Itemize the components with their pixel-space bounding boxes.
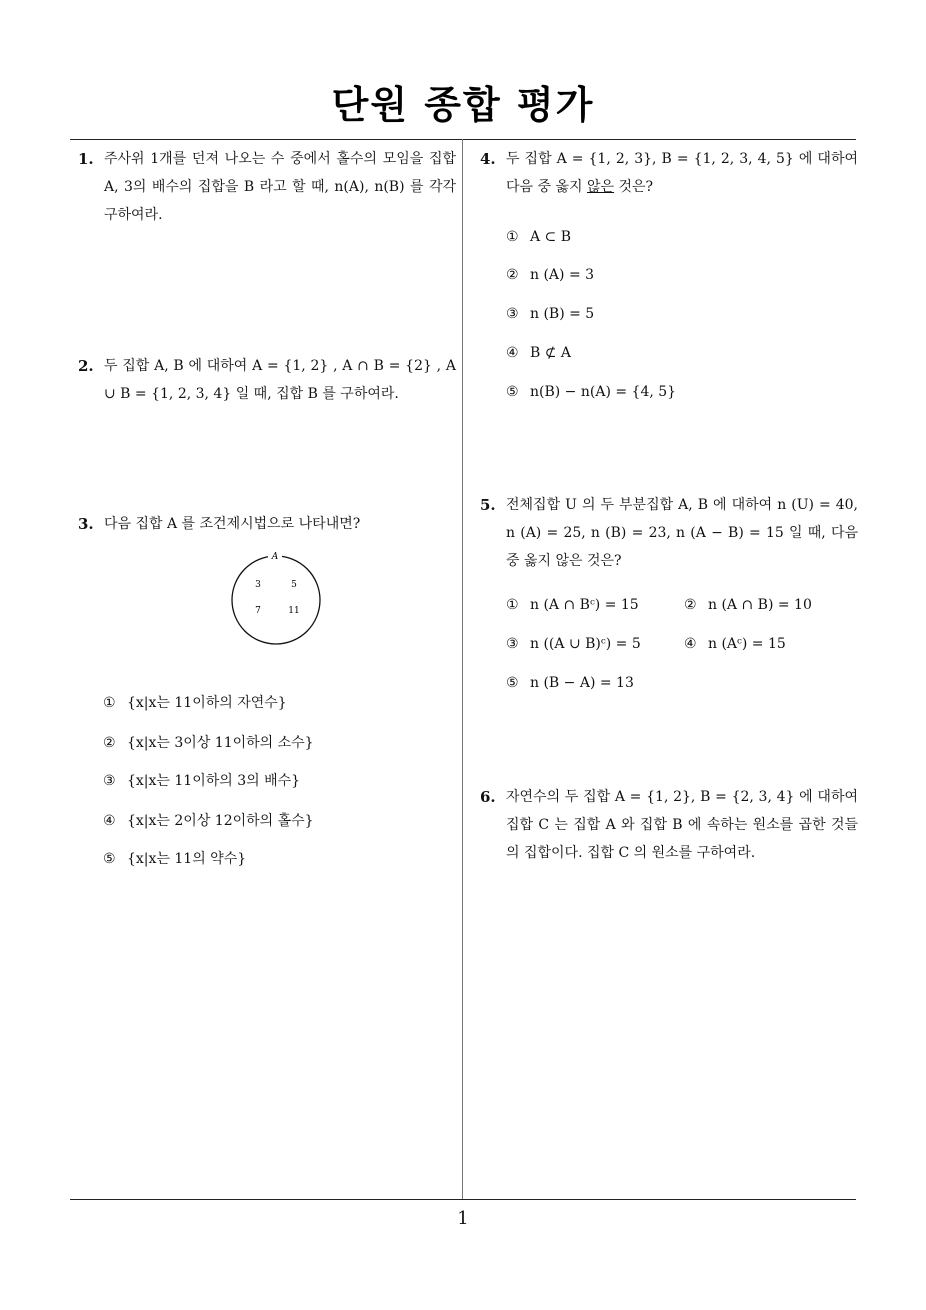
choice-mark: ④ (506, 345, 519, 361)
choice-text: {x|x는 11의 약수} (127, 851, 247, 867)
choice-text: n(B) − n(A) = {4, 5} (530, 384, 677, 400)
question-number: 3. (78, 515, 94, 533)
page-title: 단원 종합 평가 (331, 83, 595, 127)
choice-text: {x|x는 11이하의 3의 배수} (127, 773, 301, 789)
set-a-label: A (271, 552, 279, 562)
choice-mark: ② (103, 735, 116, 751)
question-text-part: 두 집합 A = {1, 2, 3}, B = {1, 2, 3, 4, 5} 에 대하여 다음 중 옳지 (506, 151, 858, 195)
choice-text: n (Aᶜ) = 15 (708, 636, 786, 652)
choice-1[interactable] (506, 597, 639, 613)
choice-mark: ⑤ (103, 851, 116, 867)
choice-mark: ① (506, 597, 519, 613)
choice-mark: ④ (103, 813, 116, 829)
question-text: 주사위 1개를 던져 나오는 수 중에서 홀수의 모임을 집합 A, 3의 배수의 집합을 B 라고 할 때, n(A), n(B) 를 각각 구하여라. (104, 151, 456, 223)
choice-mark: ③ (506, 636, 519, 652)
choice-text: n (A ∩ B) = 10 (708, 597, 812, 613)
underlined-word: 않은 (586, 179, 615, 195)
question-text: 다음 집합 A 를 조건제시법으로 나타내면? (104, 516, 361, 532)
choice-mark: ① (506, 229, 519, 245)
question-text: 두 집합 A, B 에 대하여 A = {1, 2} , A ∩ B = {2} , A ∪ B = {1, 2, 3, 4} 일 때, 집합 B 를 구하여라. (104, 358, 456, 402)
choice-2[interactable] (103, 732, 314, 752)
choice-mark: ⑤ (506, 675, 519, 691)
choice-text: n (A) = 3 (530, 267, 595, 283)
choice-5[interactable] (506, 384, 676, 400)
venn-diagram (228, 546, 328, 648)
set-a-circle (232, 556, 320, 644)
question-text: 전체집합 U 의 두 부분집합 A, B 에 대하여 n (U) = 40, n (A) = 25, n (B) = 23, n (A − B) = 15 일 때, 다음 중 옳지 않은 것은? (506, 497, 858, 569)
venn-element: 7 (255, 606, 261, 616)
venn-element: 11 (288, 606, 300, 616)
choice-text: {x|x는 11이하의 자연수} (127, 695, 287, 711)
question-number: 1. (78, 150, 94, 168)
choice-text: B ⊄ A (530, 345, 572, 361)
choice-text: n (A ∩ Bᶜ) = 15 (530, 597, 639, 613)
choice-text: {x|x는 2이상 12이하의 홀수} (127, 813, 314, 829)
page-number: 1 (457, 1208, 469, 1229)
venn-element: 3 (255, 580, 261, 590)
column-divider (462, 139, 463, 1200)
bottom-rule (70, 1199, 856, 1200)
question-6 (480, 783, 858, 867)
choice-mark: ⑤ (506, 384, 519, 400)
choice-2[interactable] (506, 267, 594, 283)
choice-text: n (B − A) = 13 (530, 675, 634, 691)
choice-4[interactable] (684, 636, 786, 652)
question-number: 4. (480, 150, 496, 168)
question-number: 2. (78, 357, 94, 375)
top-rule (70, 139, 856, 140)
choice-mark: ② (506, 267, 519, 283)
choice-text: n ((A ∪ B)ᶜ) = 5 (530, 636, 641, 652)
choice-text: {x|x는 3이상 11이하의 소수} (127, 735, 314, 751)
choice-4[interactable] (103, 810, 314, 830)
choice-1[interactable] (103, 692, 287, 712)
choice-3[interactable] (506, 636, 641, 652)
question-3 (78, 510, 456, 538)
question-5 (480, 491, 858, 575)
choice-text: A ⊂ B (530, 229, 572, 245)
question-number: 6. (480, 788, 496, 806)
choice-mark: ① (103, 695, 116, 711)
question-text (506, 145, 858, 201)
venn-element: 5 (291, 580, 297, 590)
choice-mark: ③ (103, 773, 116, 789)
question-text-part: 것은? (614, 179, 654, 195)
question-4 (480, 145, 858, 201)
choice-4[interactable] (506, 345, 571, 361)
choice-mark: ② (684, 597, 697, 613)
question-number: 5. (480, 496, 496, 514)
choice-1[interactable] (506, 229, 571, 245)
choice-5[interactable] (506, 675, 634, 691)
choice-3[interactable] (506, 306, 594, 322)
question-1 (78, 145, 456, 229)
question-text: 자연수의 두 집합 A = {1, 2}, B = {2, 3, 4} 에 대하여 집합 C 는 집합 A 와 집합 B 에 속하는 원소를 곱한 것들의 집합이다. 집합 C 의 원소를 구하여라. (506, 789, 858, 861)
question-2 (78, 352, 456, 408)
choice-mark: ③ (506, 306, 519, 322)
choice-mark: ④ (684, 636, 697, 652)
choice-3[interactable] (103, 770, 300, 790)
choice-2[interactable] (684, 597, 812, 613)
choice-5[interactable] (103, 848, 246, 868)
choice-text: n (B) = 5 (530, 306, 595, 322)
